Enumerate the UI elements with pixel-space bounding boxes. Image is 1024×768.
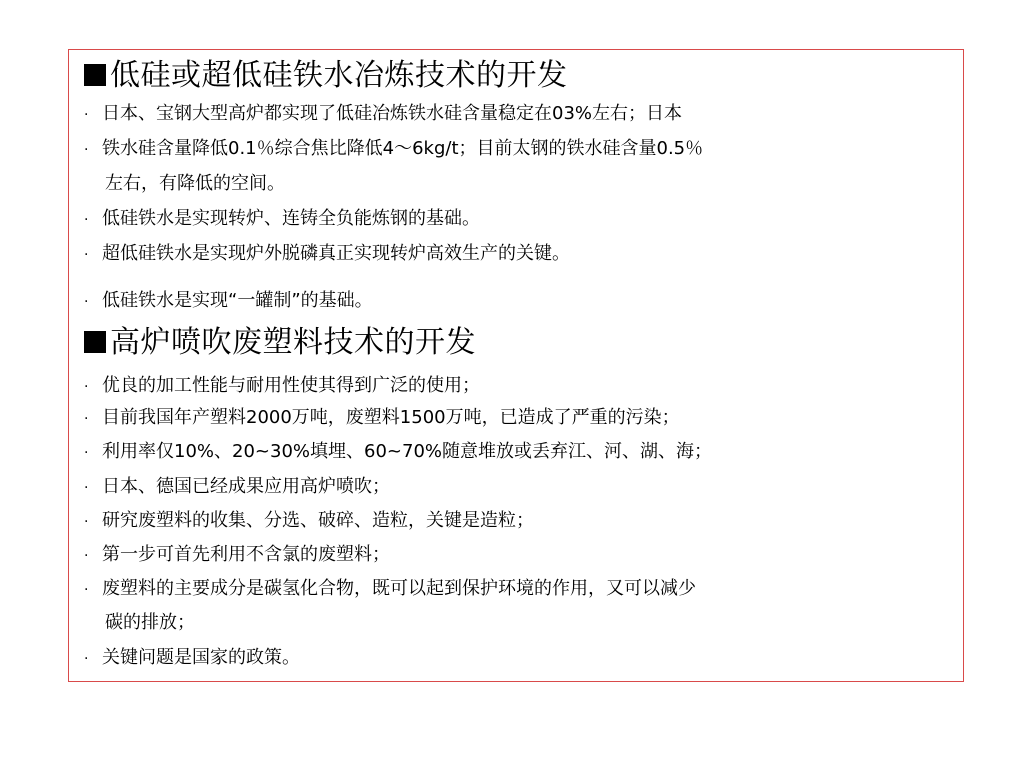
bullet-dot-icon: · bbox=[84, 445, 89, 461]
bullet-text: 目前我国年产塑料2000万吨，废塑料1500万吨，已造成了严重的污染； bbox=[102, 407, 680, 428]
bullet-continuation: 碳的排放； bbox=[105, 612, 195, 633]
square-bullet-icon bbox=[84, 331, 106, 353]
bullet-dot-icon: · bbox=[84, 548, 89, 564]
bullet-item bbox=[84, 242, 570, 267]
bullet-dot-icon: · bbox=[84, 212, 89, 228]
bullet-item bbox=[84, 289, 373, 314]
bullet-dot-icon: · bbox=[84, 107, 89, 123]
bullet-item bbox=[84, 577, 696, 602]
bullet-text: 第一步可首先利用不含氯的废塑料； bbox=[102, 544, 390, 565]
bullet-text: 低硅铁水是实现“一罐制”的基础。 bbox=[102, 290, 373, 311]
bullet-dot-icon: · bbox=[84, 142, 89, 158]
bullet-item bbox=[84, 137, 703, 162]
bullet-text: 优良的加工性能与耐用性使其得到广泛的使用； bbox=[102, 375, 480, 396]
bullet-text: 利用率仅10%、20~30%填埋、60~70%随意堆放或丢弃江、河、湖、海； bbox=[102, 441, 712, 462]
bullet-text: 铁水硅含量降低0.1％综合焦比降低4～6kg/t；目前太钢的铁水硅含量0.5％ bbox=[102, 138, 704, 159]
bullet-text: 关键问题是国家的政策。 bbox=[102, 647, 300, 668]
section-title-text: 高炉喷吹废塑料技术的开发 bbox=[110, 325, 476, 360]
bullet-item bbox=[84, 102, 682, 127]
bullet-item bbox=[84, 475, 390, 500]
bullet-dot-icon: · bbox=[84, 379, 89, 395]
bullet-text: 日本、宝钢大型高炉都实现了低硅冶炼铁水硅含量稳定在03%左右；日本 bbox=[102, 103, 683, 124]
bullet-dot-icon: · bbox=[84, 582, 89, 598]
bullet-text: 超低硅铁水是实现炉外脱磷真正实现转炉高效生产的关键。 bbox=[102, 243, 570, 264]
square-bullet-icon bbox=[84, 64, 106, 86]
bullet-dot-icon: · bbox=[84, 651, 89, 667]
bullet-dot-icon: · bbox=[84, 480, 89, 496]
bullet-dot-icon: · bbox=[84, 514, 89, 530]
bullet-text: 日本、德国已经成果应用高炉喷吹； bbox=[102, 476, 390, 497]
bullet-item bbox=[84, 440, 712, 465]
bullet-item bbox=[84, 406, 680, 431]
bullet-dot-icon: · bbox=[84, 294, 89, 310]
bullet-text: 研究废塑料的收集、分选、破碎、造粒，关键是造粒； bbox=[102, 510, 534, 531]
bullet-dot-icon: · bbox=[84, 247, 89, 263]
bullet-item bbox=[84, 374, 480, 399]
bullet-item bbox=[84, 543, 390, 568]
section-title-plastic-injection bbox=[84, 325, 476, 361]
bullet-dot-icon: · bbox=[84, 411, 89, 427]
bullet-item bbox=[84, 509, 534, 534]
section-title-text: 低硅或超低硅铁水冶炼技术的开发 bbox=[110, 58, 568, 93]
bullet-item bbox=[84, 207, 480, 232]
bullet-continuation: 左右，有降低的空间。 bbox=[105, 173, 285, 194]
section-title-low-silicon bbox=[84, 58, 568, 94]
bullet-text: 低硅铁水是实现转炉、连铸全负能炼钢的基础。 bbox=[102, 208, 480, 229]
bullet-item bbox=[84, 646, 300, 671]
bullet-text: 废塑料的主要成分是碳氢化合物，既可以起到保护环境的作用，又可以减少 bbox=[102, 578, 696, 599]
